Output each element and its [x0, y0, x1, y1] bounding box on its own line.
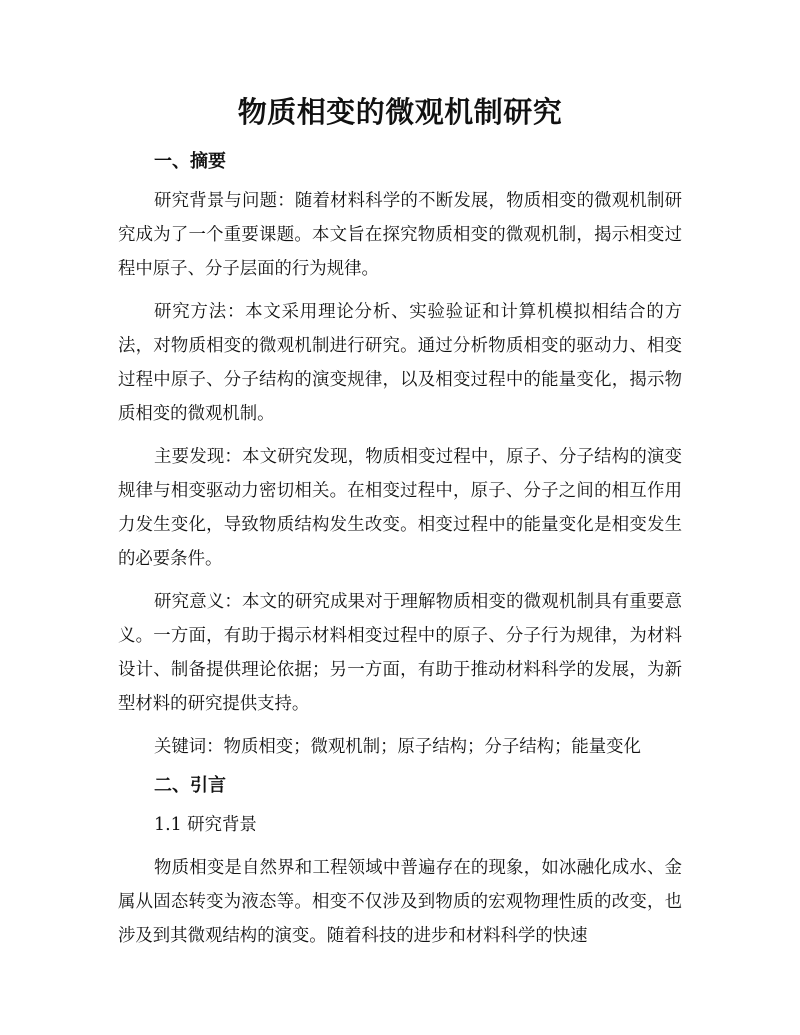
- keywords-line: 关键词：物质相变；微观机制；原子结构；分子结构；能量变化: [154, 737, 641, 757]
- abstract-paragraph-findings: 主要发现：本文研究发现，物质相变过程中，原子、分子结构的演变规律与相变驱动力密切相关。在相变过程中，原子、分子之间的相互作用力发生变化，导致物质结构发生改变。相变过程中的能量变化是相变发生的必要条件。: [118, 447, 682, 569]
- abstract-paragraph-significance: 研究意义：本文的研究成果对于理解物质相变的微观机制具有重要意义。一方面，有助于揭示材料相变过程中的原子、分子行为规律，为材料设计、制备提供理论依据；另一方面，有助于推动材料科学的发展，为新型材料的研究提供支持。: [118, 592, 682, 714]
- subsection-heading-background: 1.1 研究背景: [154, 815, 257, 835]
- abstract-paragraph-background: 研究背景与问题：随着材料科学的不断发展，物质相变的微观机制研究成为了一个重要课题。本文旨在探究物质相变的微观机制，揭示相变过程中原子、分子层面的行为规律。: [118, 191, 682, 279]
- abstract-paragraph-methods: 研究方法：本文采用理论分析、实验验证和计算机模拟相结合的方法，对物质相变的微观机制进行研究。通过分析物质相变的驱动力、相变过程中原子、分子结构的演变规律，以及相变过程中的能量变化，揭示物质相变的微观机制。: [118, 302, 682, 424]
- section-heading-abstract: 一、摘要: [154, 151, 226, 172]
- intro-paragraph: 物质相变是自然界和工程领域中普遍存在的现象，如冰融化成水、金属从固态转变为液态等。相变不仅涉及到物质的宏观物理性质的改变，也涉及到其微观结构的演变。随着科技的进步和材料科学的快速: [118, 858, 682, 946]
- document-body: [118, 145, 682, 953]
- page-title: 物质相变的微观机制研究: [237, 95, 563, 129]
- section-heading-intro: 二、引言: [154, 775, 226, 796]
